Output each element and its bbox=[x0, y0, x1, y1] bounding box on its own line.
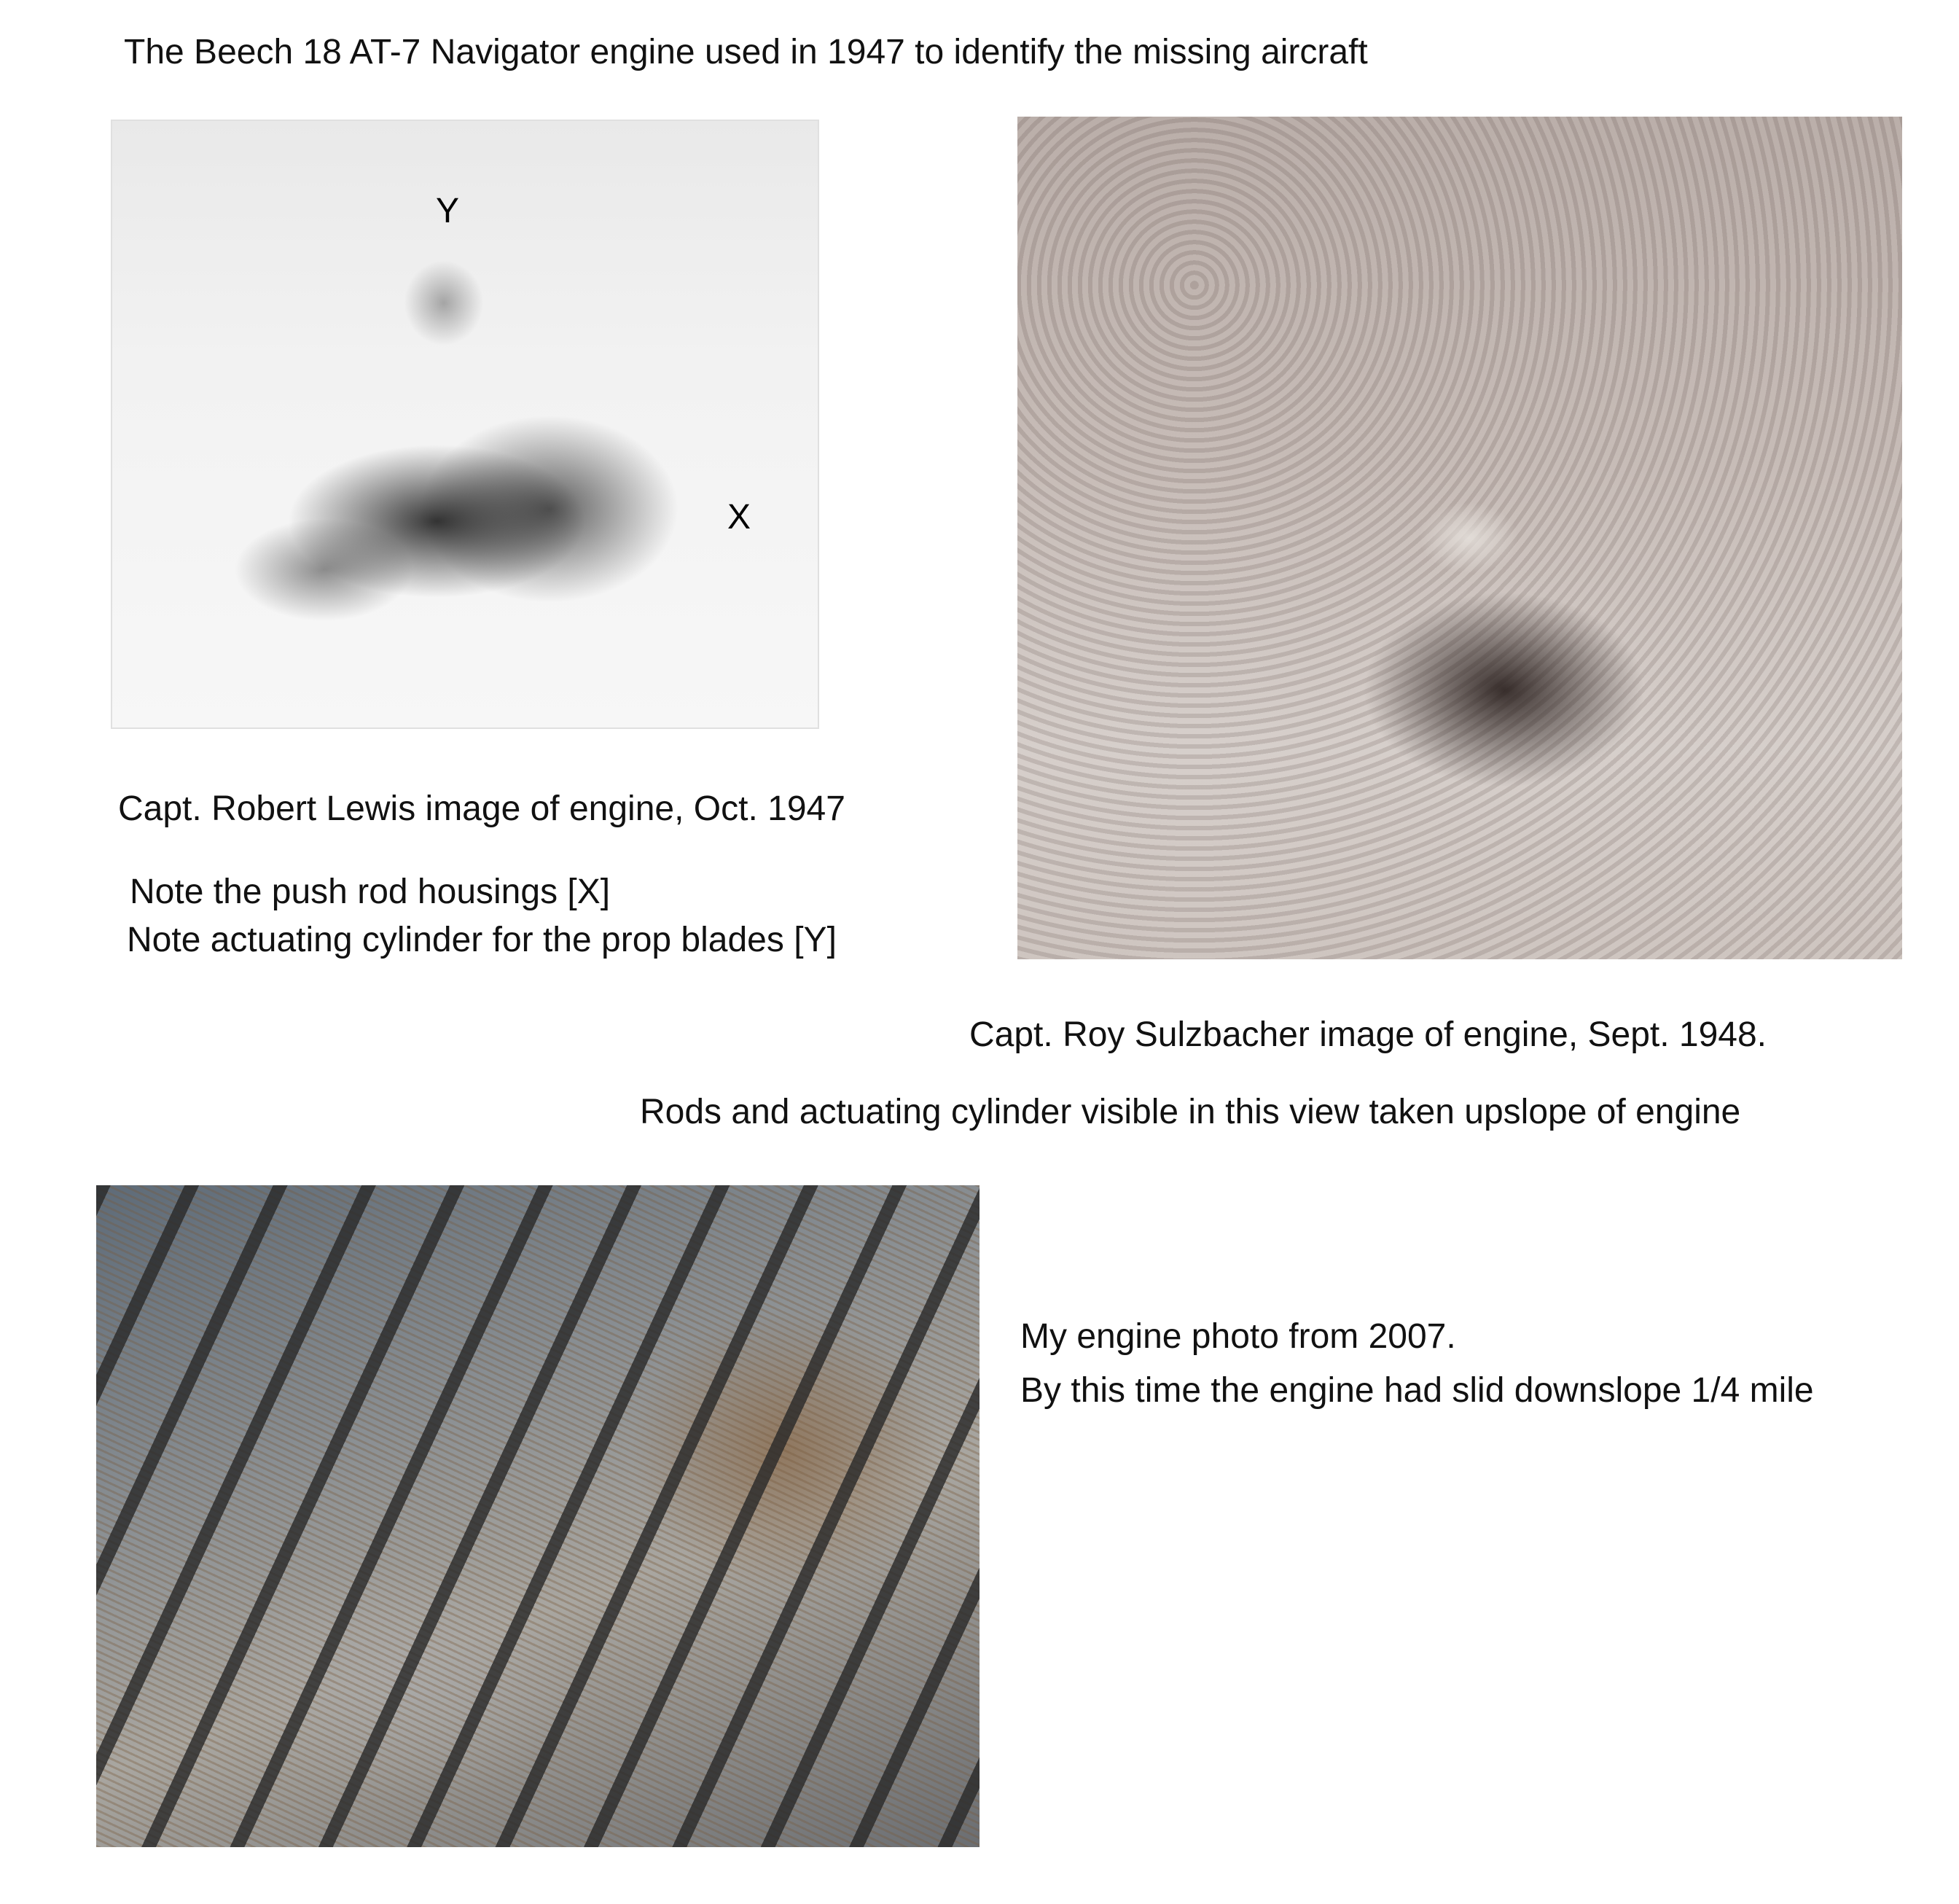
note-push-rods: Note the push rod housings [X] bbox=[130, 873, 611, 911]
page-title: The Beech 18 AT-7 Navigator engine used in 1947 to identify the missing aircraft bbox=[124, 33, 1368, 71]
marker-y: Y bbox=[436, 192, 460, 230]
note-actuating-cylinder: Note actuating cylinder for the prop blades [Y] bbox=[127, 921, 837, 959]
engine-photo-2007 bbox=[96, 1185, 980, 1847]
marker-x: X bbox=[727, 498, 751, 537]
caption-2007: My engine photo from 2007. bbox=[1020, 1317, 1456, 1356]
caption-1948: Capt. Roy Sulzbacher image of engine, Sept. 1948. bbox=[969, 1015, 1767, 1054]
engine-photo-1948 bbox=[1017, 117, 1902, 959]
note-2007: By this time the engine had slid downslope 1/4 mile bbox=[1020, 1371, 1814, 1410]
note-1948: Rods and actuating cylinder visible in this view taken upslope of engine bbox=[640, 1093, 1741, 1131]
caption-1947: Capt. Robert Lewis image of engine, Oct. 1947 bbox=[118, 789, 845, 828]
engine-photo-1947 bbox=[111, 120, 819, 729]
